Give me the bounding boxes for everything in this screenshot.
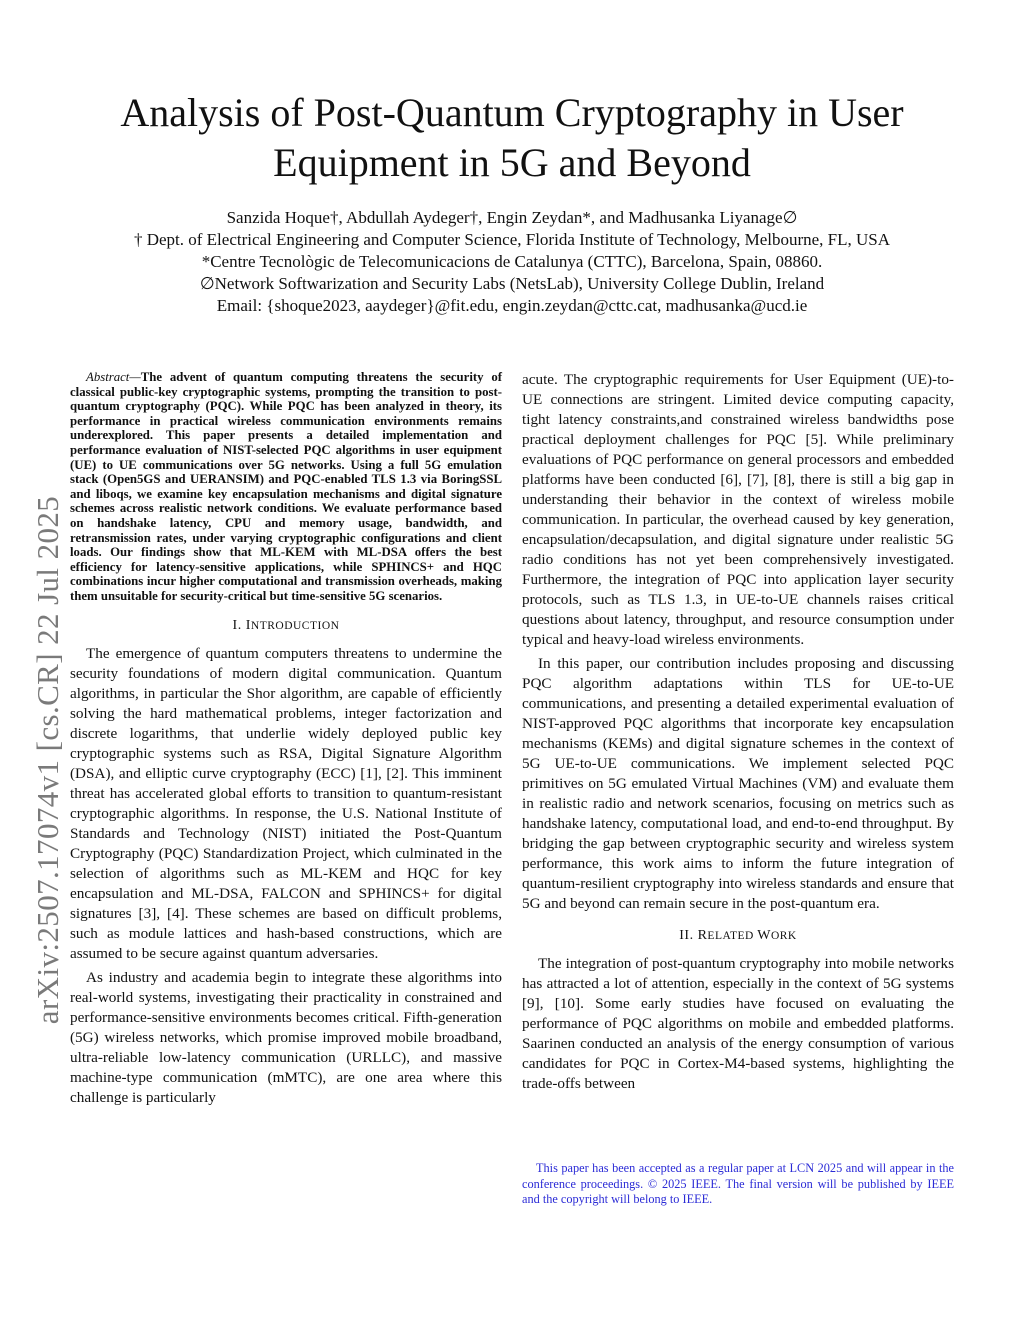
right-column xyxy=(522,370,954,1098)
section-number: II. xyxy=(679,928,698,943)
intro-paragraph-2-continued: acute. The cryptographic requirements for User Equipment (UE)-to-UE connections are stringent. Limited device computing capacity, tight latency constraints,and constrained wireless bandwidths pose practical deployment challenges for PQC [5]. While preliminary evaluations of PQC performance on general processors and embedded platforms have been conducted [6], [7], [8], there is still a big gap in understanding their behavior in the context of wireless mobile communication. In particular, the overhead caused by key generation, encapsulation/decapsulation, and digital signature under realistic 5G radio conditions has not yet been comprehensively investigated. Furthermore, the integration of PQC into application layer security protocols, such as TLS 1.3, in UE-to-UE channels raises critical questions about latency, throughput, and resource consumption under typical and heavy-load wireless environments. xyxy=(522,371,954,648)
acceptance-footnote: This paper has been accepted as a regular paper at LCN 2025 and will appear in the conference proceedings. © 2025 IEEE. The final version will be published by IEEE and the copyright will belong to IEEE. xyxy=(522,1161,954,1206)
section-heading-introduction xyxy=(70,616,502,636)
author-emails: Email: {shoque2023, aaydeger}@fit.edu, engin.zeydan@cttc.cat, madhusanka@ucd.ie xyxy=(216,296,808,315)
section-heading-related-work xyxy=(522,926,954,946)
author-names: Sanzida Hoque†, Abdullah Aydeger†, Engin Zeydan*, and Madhusanka Liyanage∅ xyxy=(226,208,798,227)
section-title-rest: ELATED xyxy=(707,930,758,942)
related-work-paragraph: The integration of post-quantum cryptography into mobile networks has attracted a lot of attention, especially in the context of 5G systems [9], [10]. Some early studies have focused on evaluating the performance of PQC algorithms on mobile and embedded platforms. Saarinen conducted an analysis of the energy consumption of various candidates for PQC in Cortex-M4-based systems, highlighting the trade-offs between xyxy=(522,955,954,1092)
contribution-paragraph: In this paper, our contribution includes proposing and discussing PQC algorithm adaptations within TLS for UE-to-UE communications, and presenting a detailed experimental evaluation of NIST-approved PQC algorithms that incorporate key encapsulation mechanisms (KEMs) and digital signature schemes in the context of 5G UE-to-UE communications. We implement selected PQC primitives on 5G emulated Virtual Machines (VM) and evaluate them in realistic radio and network scenarios, focusing on metrics such as handshake latency, computational load, and end-to-end throughput. By bridging the gap between cryptographic security and wireless system performance, this work aims to inform the future integration of quantum-resilient cryptography into wireless standards and ensure that 5G and beyond can remain secure in the post-quantum era. xyxy=(522,655,954,912)
affiliation-ucd: ∅Network Softwarization and Security Labs (NetsLab), University College Dublin, Ireland xyxy=(199,274,825,293)
intro-paragraph-1: The emergence of quantum computers threatens to undermine the security foundations of modern digital communication. Quantum algorithms, in particular the Shor algorithm, are capable of efficiently solving the hard mathematical problems, integer factorization and discrete logarithms, that underlie widely deployed public key cryptographic systems such as RSA, Digital Signature Algorithm (DSA), and elliptic curve cryptography (ECC) [1], [2]. This imminent threat has accelerated global efforts to transition to quantum-resistant cryptographic algorithms. In response, the U.S. National Institute of Standards and Technology (NIST) initiated the Post-Quantum Cryptography (PQC) Standardization Project, which culminated in the selection of algorithms such as ML-KEM and HQC for key encapsulation and ML-DSA, FALCON and SPHINCS+ for digital signatures [3], [4]. These schemes are based on difficult problems, such as module lattices and hash-based constructions, which are assumed to be secure against quantum adversaries. xyxy=(70,644,502,962)
paper-title xyxy=(60,88,964,188)
affiliation-florida-tech: † Dept. of Electrical Engineering and Computer Science, Florida Institute of Technology, Melbourne, FL, USA xyxy=(133,230,891,249)
section-title-rest: ORK xyxy=(770,930,797,942)
section-title-initial: R xyxy=(697,928,708,943)
section-title-initial: W xyxy=(757,928,771,943)
intro-paragraph-2: As industry and academia begin to integrate these algorithms into real-world systems, investigating their practicality in constrained and performance-sensitive environments becomes critical. Fifth-generation (5G) wireless networks, which promise improved mobile broadband, ultra-reliable low-latency communication (URLLC), and massive machine-type communication (mMTC), are one area where this challenge is particularly xyxy=(70,968,502,1106)
abstract-heading: Abstract— xyxy=(86,370,141,384)
left-column xyxy=(70,370,502,1112)
affiliation-cttc: *Centre Tecnològic de Telecomunicacions de Catalunya (CTTC), Barcelona, Spain, 08860. xyxy=(201,252,823,271)
section-title-rest: NTRODUCTION xyxy=(250,619,340,632)
arxiv-identifier-text: arXiv:2507.17074v1 [cs.CR] 22 Jul 2025 xyxy=(30,495,65,1025)
abstract-text: The advent of quantum computing threatens the security of classical public-key cryptographic systems, prompting the transition to post-quantum cryptography (PQC). While PQC has been analyzed in theory, its performance in practical wireless communication environments remains underexplored. This paper presents a detailed implementation and performance evaluation of NIST-selected PQC algorithms in user equipment (UE) to UE communications over 5G networks. Using a full 5G emulation stack (Open5GS and UERANSIM) and PQC-enabled TLS 1.3 via BoringSSL and liboqs, we examine key encapsulation mechanisms and digital signature schemes across realistic network conditions. We evaluate performance based on handshake latency, CPU and memory usage, bandwidth, and retransmission rates, under varying cryptographic configurations and client loads. Our findings show that ML-KEM with ML-DSA offers the best efficiency for latency-sensitive applications, while SPHINCS+ and HQC combinations incur higher computational and transmission overheads, making them unsuitable for security-critical but time-sensitive 5G scenarios. xyxy=(70,370,502,603)
title-line-2: Equipment in 5G and Beyond xyxy=(273,140,751,185)
abstract xyxy=(70,370,502,604)
author-block xyxy=(60,207,964,317)
section-number: I. xyxy=(232,617,246,633)
title-line-1: Analysis of Post-Quantum Cryptography in User xyxy=(120,90,904,135)
section-title-initial: I xyxy=(245,617,251,633)
